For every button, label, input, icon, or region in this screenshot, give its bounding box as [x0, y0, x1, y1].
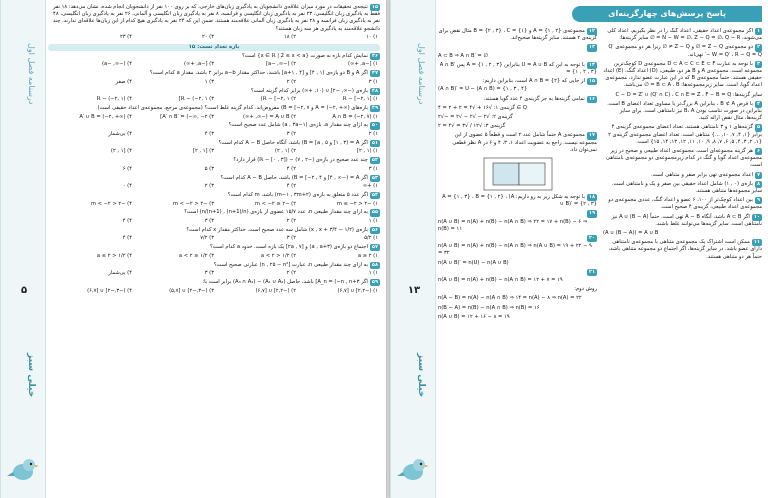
question: [48, 122, 380, 129]
option[interactable]: ۱) (−۲,۲] ∪ [۶,۷): [337, 287, 378, 294]
answer-text: با توجه به عبارت D ⊂ A ⊂ C ⊂ E ⊂ F مجموعه‌ی D کوچک‌ترین مجموعه است. مجموعه‌ی A و B هر دو، طبیعی، (D) اعداد گنگ، (E) اعداد حقیقی هستند. حتماً مجموعه‌ی B که در این عبارت عضو ندارد، مجموعه‌ی اعداد گویا، است. سایر زیرمجموعه‌ها: B ⊂ A ، B = ∅ می‌باشد.: [603, 60, 762, 89]
answer-formula: n(A ∪ B) = ۱۲ + ۱۶ − ۸ = ۱۹: [438, 313, 510, 320]
answer: [603, 92, 762, 99]
options-row: [48, 114, 380, 121]
answer: [438, 194, 597, 208]
option[interactable]: ۳) ℝ − (−۲, ۱]: [178, 96, 214, 103]
answer-text: بازه‌ی (۰ , ۱) شامل اعداد حقیقی بین صفر و یک و نامتناهی است. سایر مجموعه‌ها متناهی هستند.: [611, 180, 762, 195]
answer: [438, 78, 597, 93]
question-text: بازه‌های A = (−۲, +∞) و B = [−۲, ۷) مفروض‌اند. کدام گزینه غلط است؟ (مجموعه‌ی مرجع، مجموعه‌ی اعداد حقیقی است): [97, 104, 368, 111]
answer-text: هر گزینه مجموعه‌ای است. مجموعه‌ی اعداد طبیعی و صحیح در زیر مجموعه‌ی اعداد گویا و گنگ در کدام زیرمجموعه‌ی دو مجموعه‌ی نامتناهی است.: [606, 148, 762, 169]
answer: [438, 123, 597, 130]
question: [48, 175, 380, 182]
question-number: ۵۸: [371, 261, 378, 268]
answer: [438, 235, 597, 258]
left-side-strip: [0, 0, 46, 498]
option[interactable]: ۴) A′ ∪ B = (−۲, +∞): [79, 113, 132, 120]
answer-formula: n(A ∪ B) = n(A) + n(B) − n(A ∩ B) = ۱۲ + ۷ = ۱۹: [438, 277, 563, 284]
answer: [438, 305, 597, 312]
answer-text: دو مجموعه‌ی Z − Q = ∅ و Z − Q ≠ ∅ زیرا هر دو مجموعه‌ی Q′ − W = Q′ ، R − Q = Q′ تهی‌اند.: [608, 44, 762, 58]
question-number: ۴۸: [371, 87, 378, 94]
options-row: [48, 96, 380, 103]
option[interactable]: ۱) ۵/۲: [364, 235, 378, 242]
option[interactable]: ۲) ۳: [286, 131, 296, 138]
options-row: [48, 131, 380, 138]
question-text: بازه‌ی (۱/۲ − x , x + ۳/۴) شامل سه عدد صحیح است. حداکثر مقدار x کدام است؟: [186, 226, 368, 233]
option[interactable]: ۱) [−a, +∞): [347, 61, 378, 68]
answer-text: از جایی که A ∩ B = {۲} است، بنابراین داریم:: [482, 78, 585, 85]
question: [48, 53, 380, 60]
answer: [438, 62, 597, 76]
answer: [603, 214, 762, 228]
question-number: ۵۷: [371, 244, 378, 251]
answer: [438, 114, 597, 121]
options-row: [48, 218, 380, 225]
left-page-number: ۵: [20, 285, 28, 296]
question-number: ۴۷: [371, 70, 378, 77]
answer-text: مجموعه‌ی A = {۱ , ۲} و B = {۲ , ۳} ، C = {۱} مثال نقض برای گزینه‌ی ۲ هستند. سایر گزینه‌ها صحیح‌اند.: [438, 28, 597, 42]
option[interactable]: ۴) ۴: [122, 235, 132, 242]
option[interactable]: ۲) ۴: [286, 165, 296, 172]
answer: [603, 124, 762, 146]
question-text: اگر A و B دو بازه‌ی (۱ , ۴] و [۴ , ۱+a] باشند، حداکثر مقدار a−b برابر ۲ باشد، مقدار a کدام است؟: [149, 70, 368, 77]
option[interactable]: ۱) ℝ − [−۲, ۱]: [342, 96, 378, 103]
answer-text: اگر A ⊂ B باشد، آنگاه A − B تهی است. حتماً A ∪ (B − A) نیز نامتناهی است. سایر گزینه‌ها می‌توانند غلط باشند.: [611, 213, 762, 227]
answer-number: ۵: [756, 124, 760, 131]
answer-number: ۱۶: [588, 95, 595, 102]
answer-number: ۱۷: [588, 132, 595, 139]
answer-formula: گزینه‌ی ۱: √۱۶ + √۴ = ۲ + ۲ = ۴ ∈ Q: [438, 104, 527, 111]
answer: [603, 181, 762, 195]
right-page-number: ۱۳: [407, 285, 421, 296]
question-number: ۵۵: [371, 209, 378, 216]
answer: [603, 239, 762, 261]
answer-number: ۱۸: [588, 194, 595, 201]
question-text: به ازای چند مقدار طبیعی n، عبارت [n , ۲۵ − n²) عبارتی صحیح است؟: [213, 261, 368, 268]
option[interactable]: ۲) A ∪ B = (−∞, +∞): [242, 113, 296, 120]
option[interactable]: ۴) −۲ < m < −۲: [90, 200, 132, 207]
right-brand: خیلی سبز: [416, 352, 426, 398]
answer-number: ۲: [756, 44, 760, 51]
answer-text: روش دوم:: [574, 286, 597, 293]
answer-number: ۱۴: [588, 61, 595, 68]
left-questions: [48, 4, 380, 494]
question-text: نمایش کدام بازه به صورت {x ∈ ℝ | 2 ≤ x < a} است؟: [241, 52, 368, 59]
option[interactable]: ۴) ۱/۲ < a ≤ ۲: [96, 252, 132, 259]
option[interactable]: ۳) [−a, +∞): [183, 61, 214, 68]
answer-number: ۱۵: [588, 78, 595, 85]
options-row: [48, 253, 380, 260]
answer-formula: n(A ∪ B) = n(A) + n(B) − n(A ∩ B) ⇒ ۲۲ = ۱۷ + n(B) − ۶ ⇒ n(B) = ۱۱: [438, 218, 588, 232]
option[interactable]: ۴) بی‌شمار: [108, 131, 132, 138]
answers-column-right: [603, 28, 762, 494]
question: [48, 105, 380, 112]
question-text: اگر A_n = (−n , n+۳] باشد، حاصل (A₁ ∪ A₂) − (A₃ ∩ A₄) برابر است با:: [202, 279, 368, 285]
option[interactable]: ۲) (−∞, −a]: [265, 61, 296, 68]
options-row: [48, 166, 380, 173]
options-row: [48, 34, 380, 41]
answer-number: ۳: [756, 60, 760, 67]
question: [48, 279, 380, 286]
option[interactable]: ۲) ۱۸: [283, 34, 296, 41]
question-number: ۵۶: [371, 226, 378, 233]
answer-formula: گزینه‌ی ۳: √۱۲ / √۳ = √۴ = ۲: [438, 123, 506, 130]
answer-formula: A ⊂ B ⇒ A ∩ B′ = ∅: [438, 52, 488, 59]
answer-number: ۱۰: [753, 213, 760, 220]
option[interactable]: ۱) (۱ , ۲]: [356, 148, 378, 155]
answer: [603, 197, 762, 211]
answer: [438, 44, 597, 59]
option[interactable]: ۱) a ≥ ۲: [357, 252, 378, 259]
answer: [438, 314, 597, 321]
answers-title: پاسخ پرسش‌های چهارگزینه‌ای: [572, 6, 762, 22]
answer-number: ۸: [756, 180, 760, 187]
option[interactable]: ۳) [۱ , ۲]: [192, 148, 214, 155]
answer: [438, 96, 597, 103]
answer: [438, 132, 597, 154]
option[interactable]: ۳) (−۳,−۲] ∪ [۵,۷): [169, 287, 214, 294]
answer-text: با فرض B ⊄ A ، بنابراین A بزرگ‌تر یا مساوی تعداد اعضای B است. بنابراین در صورت تناسب بودن B، A نیز نامتناهی است. برای سایر گزینه‌ها، مثال نقض ارائه کنید.: [607, 100, 762, 122]
question-text: چند عدد صحیح در بازه‌ی (−۲ , ۷) − (ℝ − [۰ , ۳]) قرار دارد؟: [233, 157, 368, 164]
answer-number: ۹: [756, 197, 760, 204]
answer: [603, 28, 762, 42]
question-text: به ازای چند مقدار طبیعی n، عدد ۱۵/۷ عضوی از بازه‌ی (n/(n+1) , (n+1)/n) است؟: [184, 209, 368, 216]
question-text: اگر A = (−∞ , ۴] و B = [−۲ , ۴) باشد، حاصل A − B کدام است؟: [220, 174, 368, 181]
question: [48, 4, 380, 33]
question: [48, 227, 380, 234]
answer: [438, 295, 597, 302]
answer-text: تمامی گزینه‌ها به جز گزینه‌ی ۴ عدد گویا هستند.: [483, 95, 585, 102]
answer-text: بین اعداد کوچک‌تر از ۱۰۰، ۶ عضو و اعداد گنگ، عددی مجموعه‌ی دو مجموعه‌ی اعداد طبیعی، گزینه‌ی ۴ صحیح است.: [608, 197, 762, 211]
option[interactable]: ۴) ۲۳: [119, 34, 132, 41]
option[interactable]: ۳) ۱: [204, 78, 214, 85]
options-row: [48, 183, 380, 190]
answer: [603, 230, 762, 237]
question: [48, 140, 380, 147]
answer-text: سایر گزینه‌ها: C − D = Z′ ∪ (Q′ ∩ C) ، C ∩ E = Z ، F − B = Q: [615, 91, 762, 98]
answer-text: مجموعه‌ی A حتماً شامل عدد ۲ است و قطعاً ۵ عضوی از این مجموعه نیست. راجع به عضویت اعداد ۱، ۳، ۴ و ۶ در A نظر قطعی نمی‌توان داد.: [452, 132, 597, 153]
answer-number: ۴: [756, 100, 760, 107]
answer: [603, 61, 762, 90]
option[interactable]: ۲) −۲ ≤ m < −۲: [254, 200, 296, 207]
answer-number: ۱۱: [753, 239, 760, 246]
question-number: ۱۵: [371, 4, 378, 10]
venn-diagram: [483, 157, 553, 191]
right-side-strip: [390, 0, 436, 498]
answer-number: ۶: [756, 148, 760, 155]
question-number: ۵۴: [371, 191, 378, 198]
option[interactable]: ۳) ۲۰: [201, 34, 214, 41]
option[interactable]: ۲) ۴: [286, 183, 296, 190]
option[interactable]: ۱) ۳: [368, 78, 378, 85]
option[interactable]: ۱) ۱۰: [365, 34, 378, 41]
question: [48, 70, 380, 77]
answer: [438, 286, 597, 293]
question-number: ۵۰: [371, 122, 378, 129]
options-row: [48, 201, 380, 208]
question-text: اجتماع دو بازه‌ی (a , a+۳) و [۲a , ۷] یک بازه است. حدود a کدام است؟: [210, 244, 368, 251]
option[interactable]: ۲) ℝ − [−۲, ۱): [260, 96, 296, 103]
option[interactable]: ۴) (−∞, −a): [101, 61, 132, 68]
option[interactable]: ۲) ۲: [286, 270, 296, 277]
answer-formula: n(A − B) = n(A) − n(A ∩ B) ⇒ ۱۴ = n(A) − ۸ ⇒ n(A) = ۲۲: [438, 295, 582, 302]
question-number: ۵۳: [371, 174, 378, 181]
option[interactable]: ۳) ۱/۲ ≤ a < ۲: [178, 252, 214, 259]
option[interactable]: ۳) ۳: [204, 218, 214, 225]
answer: [603, 172, 762, 179]
answer-number: ۱۹: [588, 210, 595, 217]
question: [48, 157, 380, 164]
question-text: بازه‌ی (−∞, −۲] ∪ (۱۰, +∞) برابر کدام گزینه است؟: [250, 87, 368, 94]
options-row: [48, 270, 380, 277]
question-text: اگر A = (۱ , ۳] و B = [a , ۵) باشد، آنگاه حاصل A − B کدام است؟: [218, 139, 368, 146]
answers-columns: [438, 28, 762, 494]
option[interactable]: ۳) −۲ < m < −۲: [172, 200, 214, 207]
section-banner: بازه تعداد تست: ۱۵: [48, 44, 380, 51]
question: [48, 209, 380, 216]
question-text: به ازای چند مقدار a، بازه‌ی (a , ۳a−۱) شامل عدد صحیح است؟: [228, 122, 368, 129]
option[interactable]: ۱) ۱: [368, 218, 378, 225]
answer: [438, 269, 597, 284]
answer: [438, 28, 597, 42]
answer-number: ۷: [756, 171, 760, 178]
left-strip-text: درسنامه فصل اول: [27, 43, 36, 105]
question-number: ۵۹: [371, 279, 378, 285]
question-number: ۴۶: [371, 52, 378, 59]
question-number: ۵۱: [371, 139, 378, 146]
answer: [438, 260, 597, 267]
option[interactable]: ۲) ۲: [286, 218, 296, 225]
option[interactable]: ۳) ۴: [204, 131, 214, 138]
answer-text: اگر مجموعه‌ی اعداد حقیقی، اعداد گنگ را در نظر بگیریم، اعداد کلی می‌شوند، N − W = ∅، Z − Q = ∅، Q − R = ∅ سایر گزینه‌ها:: [607, 28, 762, 42]
venn-set-a: [493, 163, 519, 185]
answer-formula: (A ∩ B)′ = U − (A ∩ B) = {۱ , ۳ , ۴}: [438, 86, 528, 93]
answer-number: ۲۰: [588, 235, 595, 242]
question: [48, 244, 380, 251]
options-row: [48, 79, 380, 86]
answer-number: ۱: [756, 28, 760, 34]
option[interactable]: ۳) ۵: [204, 165, 214, 172]
options-row: [48, 61, 380, 68]
option[interactable]: ۴) بی‌شمار: [108, 270, 132, 277]
answer: [603, 148, 762, 170]
right-page: [390, 0, 768, 498]
option[interactable]: ۱) ۱: [368, 270, 378, 277]
option[interactable]: ۴) ۴: [122, 218, 132, 225]
answer: [603, 44, 762, 58]
left-brand: خیلی سبز: [26, 352, 36, 398]
question-text: اگر عدد ۵ متعلق به بازه‌ی (m−۱ , ۳m+۲) باشد، m کدام است؟: [227, 191, 368, 198]
option[interactable]: ۱) ۳: [368, 165, 378, 172]
answer-text: اعداد مجموعه‌ی تهی برابر صفر و متناهی است.: [650, 171, 753, 178]
answer-number: ۱۳: [588, 44, 595, 51]
answer-text: با توجه به این که U = A ∪ B بنابراین A = {۱ , ۲ , ۳} پس A ∩ B′ = {۱ , ۲ , ۳}: [439, 61, 597, 76]
option[interactable]: ۲) ۱/۲ < a < ۲: [260, 252, 296, 259]
option[interactable]: ۳) ۷/۲: [200, 235, 214, 242]
option[interactable]: ۴) (−۳,−۲] ∪ [۶,۷): [87, 287, 132, 294]
answer-formula: n(B − A) = n(B) − n(A ∩ B) ⇒ n(B) = ۱۶: [438, 304, 540, 311]
answer: [438, 105, 597, 112]
option[interactable]: ۳) ۲: [204, 183, 214, 190]
option[interactable]: ۲) (−۲,۲] ∪ [۶,۷): [255, 287, 296, 294]
answer-text: با توجه به شکل زیر به رو داریم: A = {۱ , ۳} ، B = {۱ , ۲} ، (A ∪ B)′ = {۲ , ۳}: [442, 194, 597, 208]
question: [48, 88, 380, 95]
answer-formula: (A ∪ (B − A)) = A ∪ B: [603, 230, 659, 237]
option[interactable]: ۱) A ∩ B = (−۲, ۷): [332, 113, 378, 120]
answer-text: گزینه‌های ۱ و ۳ نامتناهی هستند. تعداد اعضای مجموعه‌ی گزینه‌ی ۴ برابر {۱, ۴, ۷, ۱۰, ...} متناهی است. تعداد اعضای مجموعه‌ی گزینه‌ی ۲ {۱, ۲, ۳, ۴, ۵, ۶, ۷, ۸, ۹, ۱۰, ۱۱, ۱۲, ۱۳, ۱۴, ۱۵} است.: [608, 124, 762, 145]
option[interactable]: ۴) ۰: [122, 183, 132, 190]
options-row: [48, 148, 380, 155]
options-row: [48, 235, 380, 242]
option[interactable]: ۲) ۲: [286, 78, 296, 85]
answers-column-left: [438, 28, 597, 494]
venn-set-b: [519, 163, 545, 185]
answer-formula: n(A ∪ B)′ = n(U) − n(A ∪ B): [438, 259, 509, 266]
question: [48, 192, 380, 199]
bird-icon: [7, 454, 39, 484]
bird-icon: [397, 454, 429, 484]
option[interactable]: ۴) ۶: [122, 165, 132, 172]
option[interactable]: ۴) صفر: [115, 78, 132, 85]
right-strip-text: درسنامه فصل اول: [417, 43, 426, 105]
answer: [438, 210, 597, 233]
option[interactable]: ۱) ۲: [368, 131, 378, 138]
question-text: نتیجه‌ی تحقیقات در مورد میزان علاقه‌ی دانشجویان به یادگیری زبان‌های خارجی، که بر روی ۱۰۰ نفر از دانشجویان انجام شده، نشان می‌دهد: ۱۸ نفر فقط به یادگیری زبان انگلیسی، ۲۳ نفر به یادگیری زبان انگلیسی و فرانسه، ۸ نفر به یادگیری زبان انگلیسی و آلمانی، ۲۶ نفر به یادگیری زبان انگلیسی، ۴۸ نفر به یادگیری زبان فرانسه و ۲۸ نفر به یادگیری زبان آلمانی علاقه‌مند هستند. ضمن این که ۲۴ نفر به یادگیری هیچ کدام از این زبان‌ها علاقه‌ای ندارند. چند دانشجو علاقه‌مند به یادگیری هر سه زبان هستند؟: [52, 4, 380, 32]
option[interactable]: ۳) A′ ∩ B′ = (−∞, −۲]: [160, 113, 214, 120]
answer-text: ممکن است اشتراک یک مجموعه‌ی متناهی با مجموعه‌ی نامتناهی دارای عضو باشد. در سایر گزینه‌ها، اگر اجتماع دو مجموعه متناهی باشد، حتماً هر دو متناهی هستند.: [608, 239, 762, 260]
option[interactable]: ۱) +∞: [362, 183, 378, 190]
question: [48, 262, 380, 269]
answer-formula: n(A ∪ B) = n(A) + n(B) − n(A ∩ B) ⇒ n(A ∪ B) = ۱۹ + ۲۲ − ۹ = ۳۲: [438, 243, 592, 257]
options-row: [48, 288, 380, 295]
option[interactable]: ۴) ℝ − (−۲, ۱): [96, 96, 132, 103]
option[interactable]: ۳) ۳: [204, 270, 214, 277]
question-number: ۵۲: [371, 157, 378, 164]
answer-formula: گزینه‌ی ۲: √۲ − √۲ − √۲ = −√۲: [438, 114, 513, 121]
question-number: ۴۹: [371, 104, 378, 111]
answer-number: ۱۲: [588, 28, 595, 34]
option[interactable]: ۴) [۱ , ۲): [110, 148, 132, 155]
answer: [438, 157, 597, 191]
option[interactable]: ۲) ۳: [286, 235, 296, 242]
option[interactable]: ۲) (۱ , ۲): [274, 148, 296, 155]
answer: [603, 101, 762, 123]
option[interactable]: ۱) −۲ < m ≤ −۲: [336, 200, 378, 207]
answer-number: ۲۱: [588, 268, 595, 275]
